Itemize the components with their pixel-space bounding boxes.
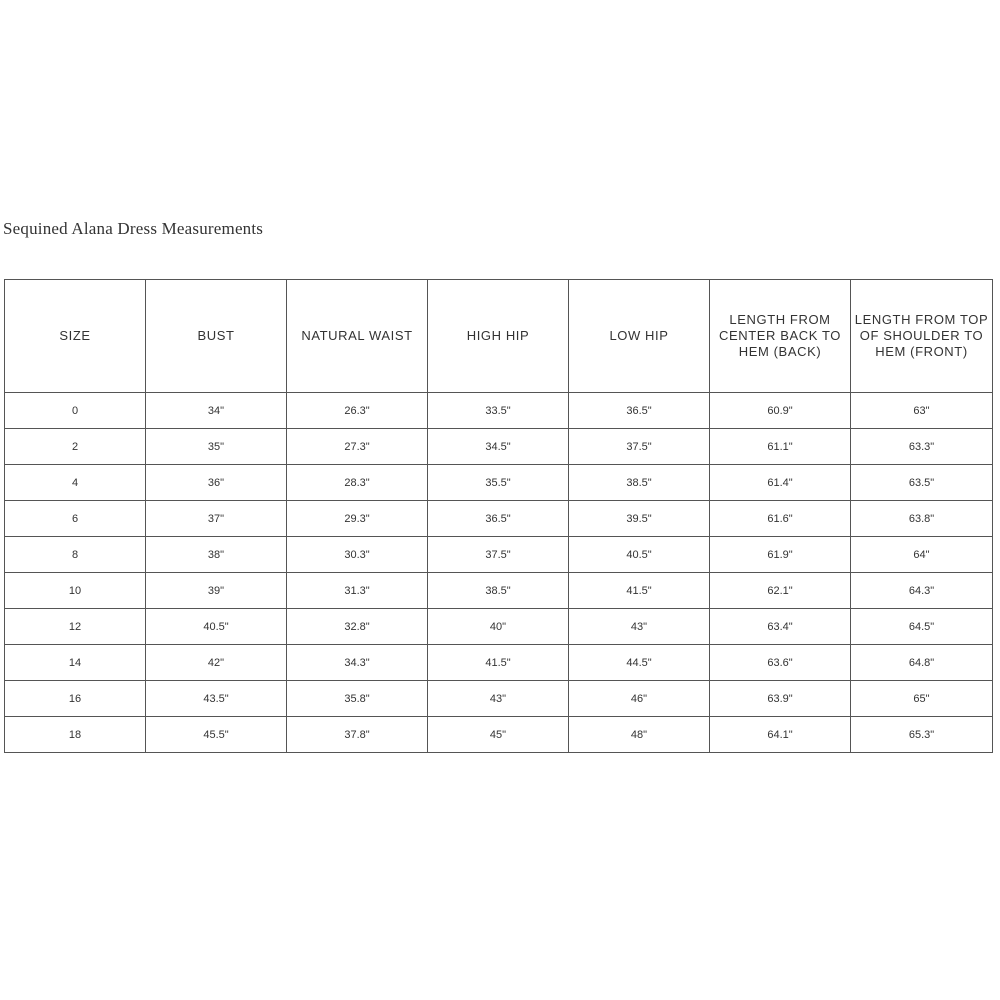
cell-length-back: 61.4" xyxy=(710,465,851,501)
column-header-natural-waist: NATURAL WAIST xyxy=(287,280,428,393)
column-header-size: SIZE xyxy=(5,280,146,393)
cell-low-hip: 39.5" xyxy=(569,501,710,537)
cell-length-front: 63.8" xyxy=(851,501,993,537)
cell-size: 12 xyxy=(5,609,146,645)
page-title: Sequined Alana Dress Measurements xyxy=(3,219,264,238)
cell-length-front: 63.3" xyxy=(851,429,993,465)
cell-high-hip: 38.5" xyxy=(428,573,569,609)
cell-bust: 45.5" xyxy=(146,717,287,753)
cell-natural-waist: 35.8" xyxy=(287,681,428,717)
cell-length-front: 64.3" xyxy=(851,573,993,609)
table-row xyxy=(5,501,993,537)
table-row xyxy=(5,429,993,465)
cell-low-hip: 44.5" xyxy=(569,645,710,681)
table-row xyxy=(5,717,993,753)
cell-high-hip: 34.5" xyxy=(428,429,569,465)
cell-bust: 38" xyxy=(146,537,287,573)
cell-length-front: 64.8" xyxy=(851,645,993,681)
table-row xyxy=(5,645,993,681)
cell-high-hip: 45" xyxy=(428,717,569,753)
cell-low-hip: 40.5" xyxy=(569,537,710,573)
cell-length-front: 65" xyxy=(851,681,993,717)
cell-high-hip: 40" xyxy=(428,609,569,645)
cell-high-hip: 35.5" xyxy=(428,465,569,501)
cell-bust: 35" xyxy=(146,429,287,465)
table-row xyxy=(5,537,993,573)
cell-low-hip: 41.5" xyxy=(569,573,710,609)
cell-low-hip: 43" xyxy=(569,609,710,645)
cell-size: 14 xyxy=(5,645,146,681)
cell-natural-waist: 37.8" xyxy=(287,717,428,753)
cell-length-back: 61.9" xyxy=(710,537,851,573)
cell-size: 0 xyxy=(5,393,146,429)
cell-length-front: 63" xyxy=(851,393,993,429)
cell-length-back: 63.9" xyxy=(710,681,851,717)
cell-length-back: 64.1" xyxy=(710,717,851,753)
cell-natural-waist: 27.3" xyxy=(287,429,428,465)
cell-natural-waist: 34.3" xyxy=(287,645,428,681)
table-row xyxy=(5,465,993,501)
cell-size: 18 xyxy=(5,717,146,753)
cell-bust: 43.5" xyxy=(146,681,287,717)
cell-bust: 42" xyxy=(146,645,287,681)
cell-low-hip: 48" xyxy=(569,717,710,753)
cell-length-front: 65.3" xyxy=(851,717,993,753)
cell-natural-waist: 31.3" xyxy=(287,573,428,609)
cell-natural-waist: 32.8" xyxy=(287,609,428,645)
cell-bust: 37" xyxy=(146,501,287,537)
cell-low-hip: 36.5" xyxy=(569,393,710,429)
cell-size: 8 xyxy=(5,537,146,573)
cell-length-back: 61.6" xyxy=(710,501,851,537)
cell-natural-waist: 28.3" xyxy=(287,465,428,501)
column-header-low-hip: LOW HIP xyxy=(569,280,710,393)
cell-length-back: 61.1" xyxy=(710,429,851,465)
measurements-table xyxy=(4,279,993,753)
cell-size: 4 xyxy=(5,465,146,501)
cell-bust: 36" xyxy=(146,465,287,501)
cell-length-front: 64" xyxy=(851,537,993,573)
cell-size: 6 xyxy=(5,501,146,537)
cell-size: 10 xyxy=(5,573,146,609)
column-header-bust: BUST xyxy=(146,280,287,393)
cell-length-front: 64.5" xyxy=(851,609,993,645)
cell-length-back: 63.6" xyxy=(710,645,851,681)
column-header-high-hip: HIGH HIP xyxy=(428,280,569,393)
cell-natural-waist: 26.3" xyxy=(287,393,428,429)
table-header-row xyxy=(5,280,993,393)
cell-natural-waist: 30.3" xyxy=(287,537,428,573)
cell-high-hip: 37.5" xyxy=(428,537,569,573)
cell-size: 16 xyxy=(5,681,146,717)
table-row xyxy=(5,573,993,609)
cell-length-back: 62.1" xyxy=(710,573,851,609)
cell-length-back: 63.4" xyxy=(710,609,851,645)
table-row xyxy=(5,393,993,429)
cell-low-hip: 37.5" xyxy=(569,429,710,465)
cell-length-back: 60.9" xyxy=(710,393,851,429)
cell-high-hip: 33.5" xyxy=(428,393,569,429)
cell-bust: 39" xyxy=(146,573,287,609)
cell-low-hip: 46" xyxy=(569,681,710,717)
table-row xyxy=(5,681,993,717)
cell-bust: 34" xyxy=(146,393,287,429)
cell-size: 2 xyxy=(5,429,146,465)
cell-low-hip: 38.5" xyxy=(569,465,710,501)
cell-bust: 40.5" xyxy=(146,609,287,645)
column-header-length-front: LENGTH FROM TOP OF SHOULDER TO HEM (FRONT) xyxy=(851,280,993,393)
cell-length-front: 63.5" xyxy=(851,465,993,501)
cell-natural-waist: 29.3" xyxy=(287,501,428,537)
cell-high-hip: 41.5" xyxy=(428,645,569,681)
table-row xyxy=(5,609,993,645)
table-body xyxy=(5,393,993,753)
cell-high-hip: 43" xyxy=(428,681,569,717)
column-header-length-back: LENGTH FROM CENTER BACK TO HEM (BACK) xyxy=(710,280,851,393)
cell-high-hip: 36.5" xyxy=(428,501,569,537)
